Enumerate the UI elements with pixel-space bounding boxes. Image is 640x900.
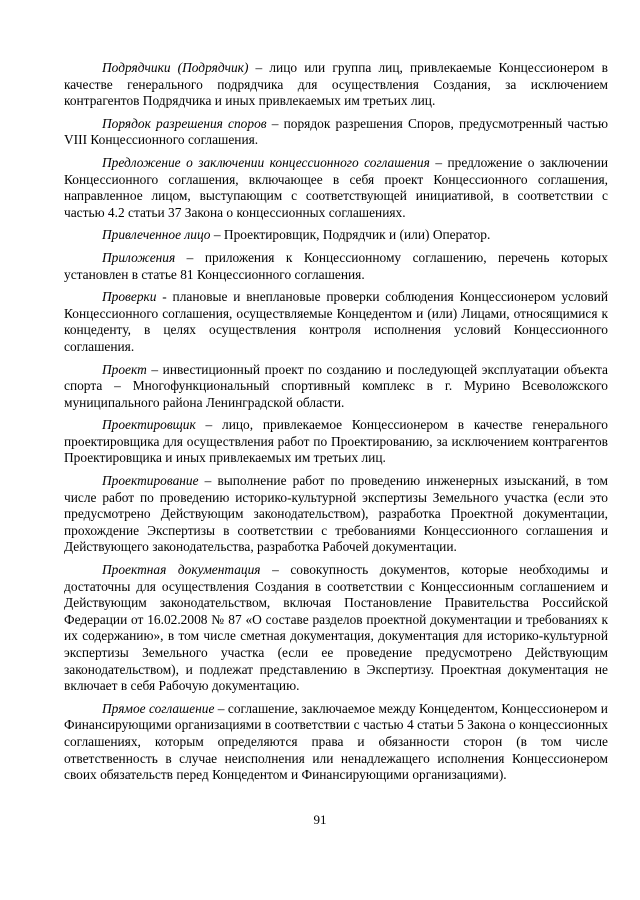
definitions-list: [64, 60, 608, 790]
definition-text: - плановые и внеплановые проверки соблюдения Концессионером условий Концессионного соглашения, осуществляемые Концедентом и (или) Лицами, относящимися к концеденту, в целях осуществления контроля исполнения условий Концессионного соглашения.: [64, 289, 608, 354]
page-number: 91: [313, 812, 327, 827]
definition-term: Порядок разрешения споров: [102, 115, 267, 131]
definition-text: – приложения к Концессионному соглашению, перечень которых установлен в статье 81 Концессионного соглашения.: [64, 249, 608, 282]
definition-term: Проектирование: [102, 473, 199, 489]
definition-paragraph: [64, 60, 608, 110]
definition-paragraph: [64, 116, 608, 149]
definition-text: – лицо, привлекаемое Концессионером в качестве генерального проектировщика для осуществления работ по Проектированию, за исключением контрагентов Проектировщика и иных привлекаемых им третьих лиц.: [64, 417, 608, 466]
definition-term: Проектировщик: [102, 417, 196, 433]
definition-term: Проект: [102, 361, 147, 377]
definition-term: Предложение о заключении концессионного соглашения: [102, 154, 430, 170]
definition-term: Привлеченное лицо: [102, 227, 211, 243]
definition-text: – Проектировщик, Подрядчик и (или) Оператор.: [210, 227, 491, 243]
definition-paragraph: [64, 227, 608, 244]
definition-paragraph: [64, 701, 608, 784]
definition-text: – лицо или группа лиц, привлекаемые Концессионером в качестве генерального подрядчика для осуществления Создания, за исключением контрагентов Подрядчика и иных привлекаемых им третьих лиц.: [64, 60, 608, 109]
definition-text: – выполнение работ по проведению инженерных изысканий, в том числе работ по проведению историко-культурной экспертизы Земельного участка (если это предусмотрено Действующим законодательством), разработка Проектной документации, прохождение Экспертизы в соответствии с требованиями Концессионного соглашения и Действующего законодательства, разработка Рабочей документации.: [64, 473, 608, 555]
definition-paragraph: [64, 289, 608, 355]
definition-text: – порядок разрешения Споров, предусмотренный частью VIII Концессионного соглашения.: [64, 115, 608, 148]
definition-term: Проверки: [102, 289, 157, 305]
definition-paragraph: [64, 562, 608, 695]
definition-term: Прямое соглашение: [102, 700, 215, 716]
definition-paragraph: [64, 155, 608, 221]
definition-text: – совокупность документов, которые необходимы и достаточны для осуществления Создания в соответствии с Концессионным соглашением и Действующим законодательством, включая Постановление Правительства Российской Федерации от 16.02.2008 № 87 «О составе разделов проектной документации и требованиях к их содержанию», в том числе сметная документация, документация для историко-культурной экспертизы Земельного участка (если ее проведение предусмотрено Действующим законодательством), и подлежат представлению в Экспертизу. Проектная документация не включает в себя Рабочую документацию.: [64, 562, 608, 694]
definition-paragraph: [64, 250, 608, 283]
definition-term: Подрядчики (Подрядчик): [102, 60, 249, 75]
definition-term: Приложения: [102, 249, 176, 265]
definition-text: – предложение о заключении Концессионного соглашения, включающее в себя проект Концессионного соглашения, направленное лицом, выступающим с соответствующей инициативой, в соответствии с частью 4.2 статьи 37 Закона о концессионных соглашениях.: [64, 154, 609, 220]
definition-paragraph: [64, 473, 608, 556]
definition-paragraph: [64, 417, 608, 467]
definition-text: – соглашение, заключаемое между Концедентом, Концессионером и Финансирующими организациями в соответствии с частью 4 статьи 5 Закона о концессионных соглашениях, которым определяются права и обязанности сторон (в том числе ответственность в случае неисполнения или ненадлежащего исполнения Концессионером своих обязательств перед Концедентом и Финансирующими организациями).: [64, 700, 608, 783]
definition-term: Проектная документация: [102, 562, 261, 578]
definition-text: – инвестиционный проект по созданию и последующей эксплуатации объекта спорта – Многофункциональный спортивный комплекс в г. Мурино Всеволожского муниципального района Ленинградской области.: [64, 361, 608, 410]
definition-paragraph: [64, 362, 608, 412]
